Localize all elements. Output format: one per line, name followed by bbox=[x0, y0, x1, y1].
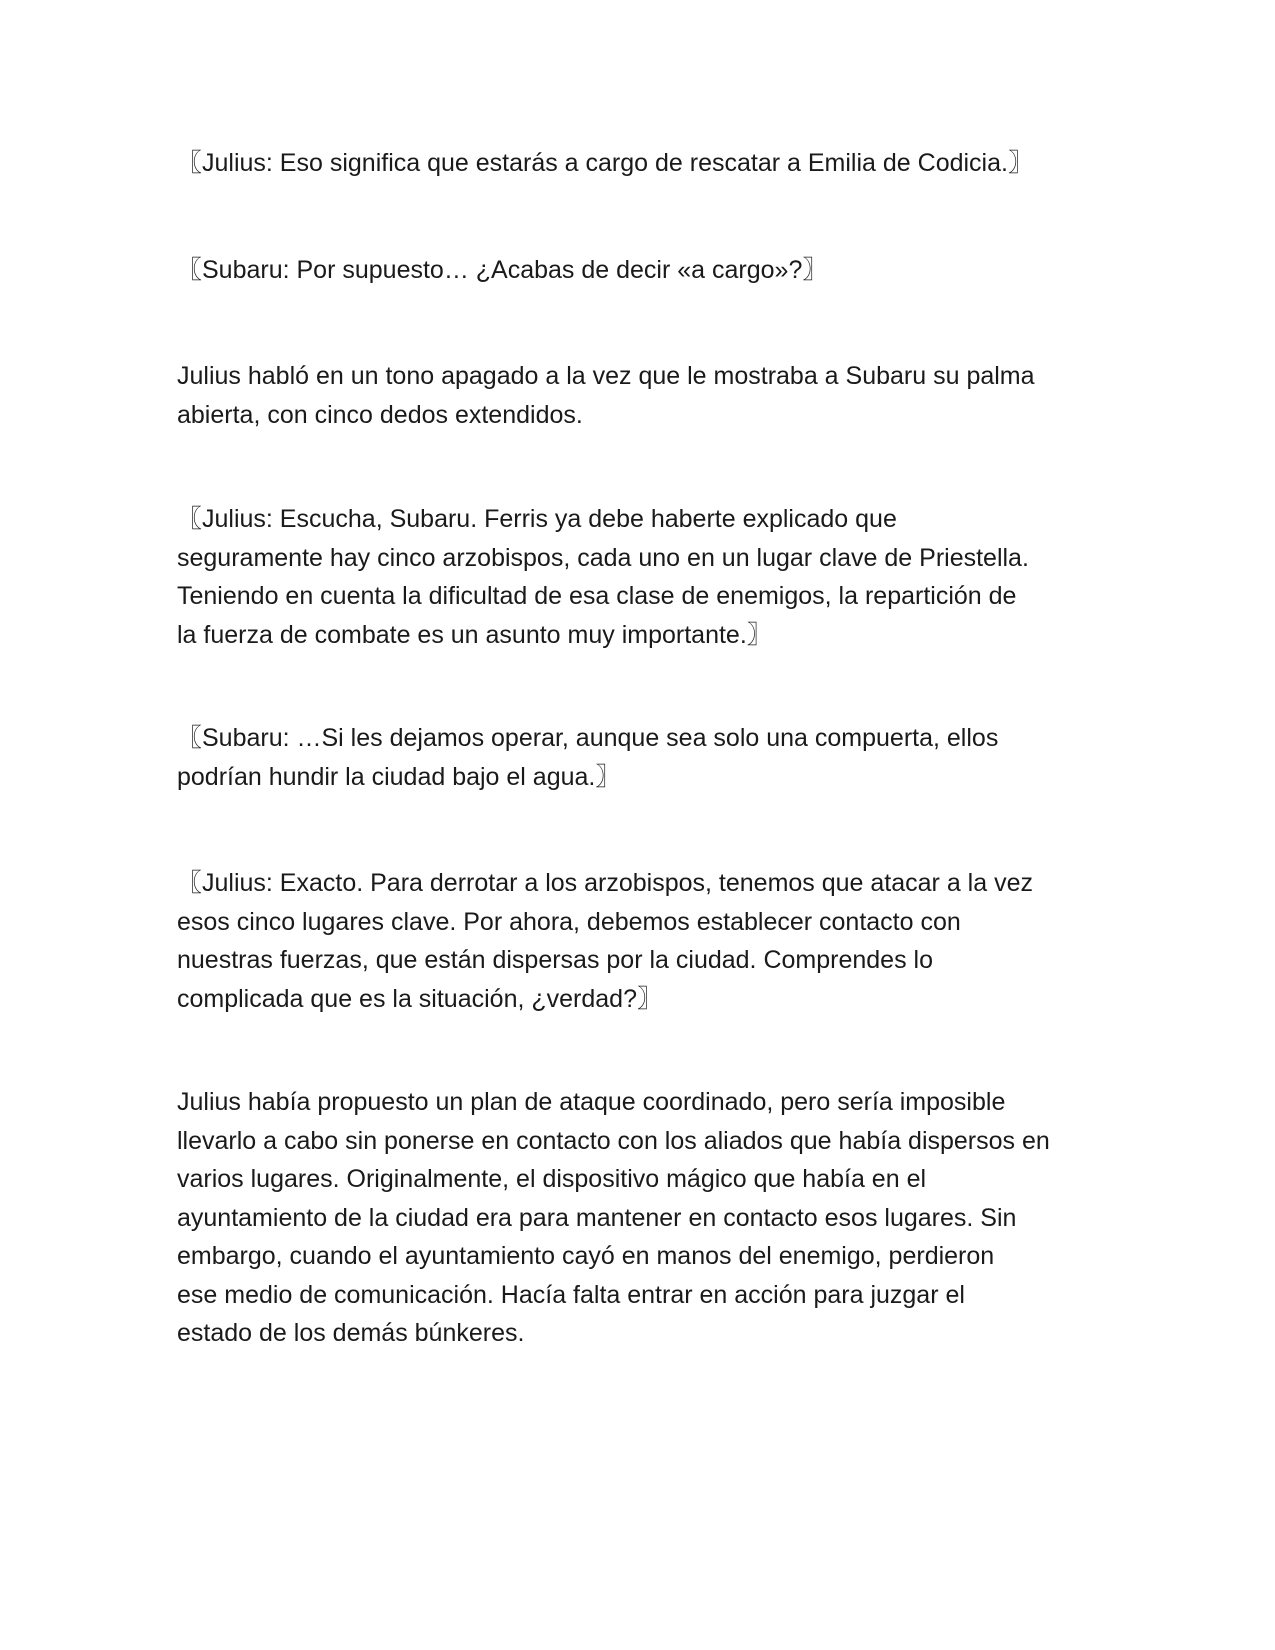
text-line: 〖Subaru: …Si les dejamos operar, aunque sea solo una compuerta, ellos bbox=[177, 724, 999, 752]
narration-paragraph-2 bbox=[177, 1083, 1107, 1353]
dialogue-subaru-2 bbox=[177, 719, 1107, 796]
narration-paragraph-1 bbox=[177, 357, 1107, 434]
text-line: varios lugares. Originalmente, el dispositivo mágico que había en el bbox=[177, 1165, 927, 1193]
text-line: Teniendo en cuenta la dificultad de esa clase de enemigos, la repartición de bbox=[177, 582, 1017, 610]
text-line: esos cinco lugares clave. Por ahora, debemos establecer contacto con bbox=[177, 907, 961, 936]
dialogue-julius-3 bbox=[177, 864, 1107, 1018]
dialogue-julius-2 bbox=[177, 500, 1107, 654]
dialogue-julius-1 bbox=[177, 144, 1107, 183]
text-line: nuestras fuerzas, que están dispersas por la ciudad. Comprendes lo bbox=[177, 946, 933, 974]
text-line: ese medio de comunicación. Hacía falta entrar en acción para juzgar el bbox=[177, 1280, 965, 1309]
text-line: podrían hundir la ciudad bajo el agua.〗 bbox=[177, 762, 621, 791]
dialogue-subaru-1 bbox=[177, 251, 1107, 290]
text-line: Julius había propuesto un plan de ataque coordinado, pero sería imposible bbox=[177, 1088, 1006, 1116]
text-line: 〖Julius: Escucha, Subaru. Ferris ya debe haberte explicado que bbox=[177, 505, 897, 533]
text-line: complicada que es la situación, ¿verdad?〗 bbox=[177, 984, 662, 1013]
text-line: seguramente hay cinco arzobispos, cada uno en un lugar clave de Priestella. bbox=[177, 543, 1029, 572]
text-line: la fuerza de combate es un asunto muy importante.〗 bbox=[177, 620, 772, 649]
text-line: ayuntamiento de la ciudad era para mantener en contacto esos lugares. Sin bbox=[177, 1203, 1017, 1232]
text-line: llevarlo a cabo sin ponerse en contacto con los aliados que había dispersos en bbox=[177, 1126, 1050, 1155]
text-line: Julius habló en un tono apagado a la vez que le mostraba a Subaru su palma bbox=[177, 362, 1035, 390]
text-line: 〖Julius: Exacto. Para derrotar a los arzobispos, tenemos que atacar a la vez bbox=[177, 869, 1033, 897]
text-line: estado de los demás búnkeres. bbox=[177, 1319, 525, 1347]
text-line: abierta, con cinco dedos extendidos. bbox=[177, 400, 583, 429]
text-line: embargo, cuando el ayuntamiento cayó en manos del enemigo, perdieron bbox=[177, 1242, 995, 1270]
text-line: 〖Subaru: Por supuesto… ¿Acabas de decir «a cargo»?〗 bbox=[177, 256, 828, 284]
text-line: 〖Julius: Eso significa que estarás a cargo de rescatar a Emilia de Codicia.〗 bbox=[177, 149, 1033, 177]
